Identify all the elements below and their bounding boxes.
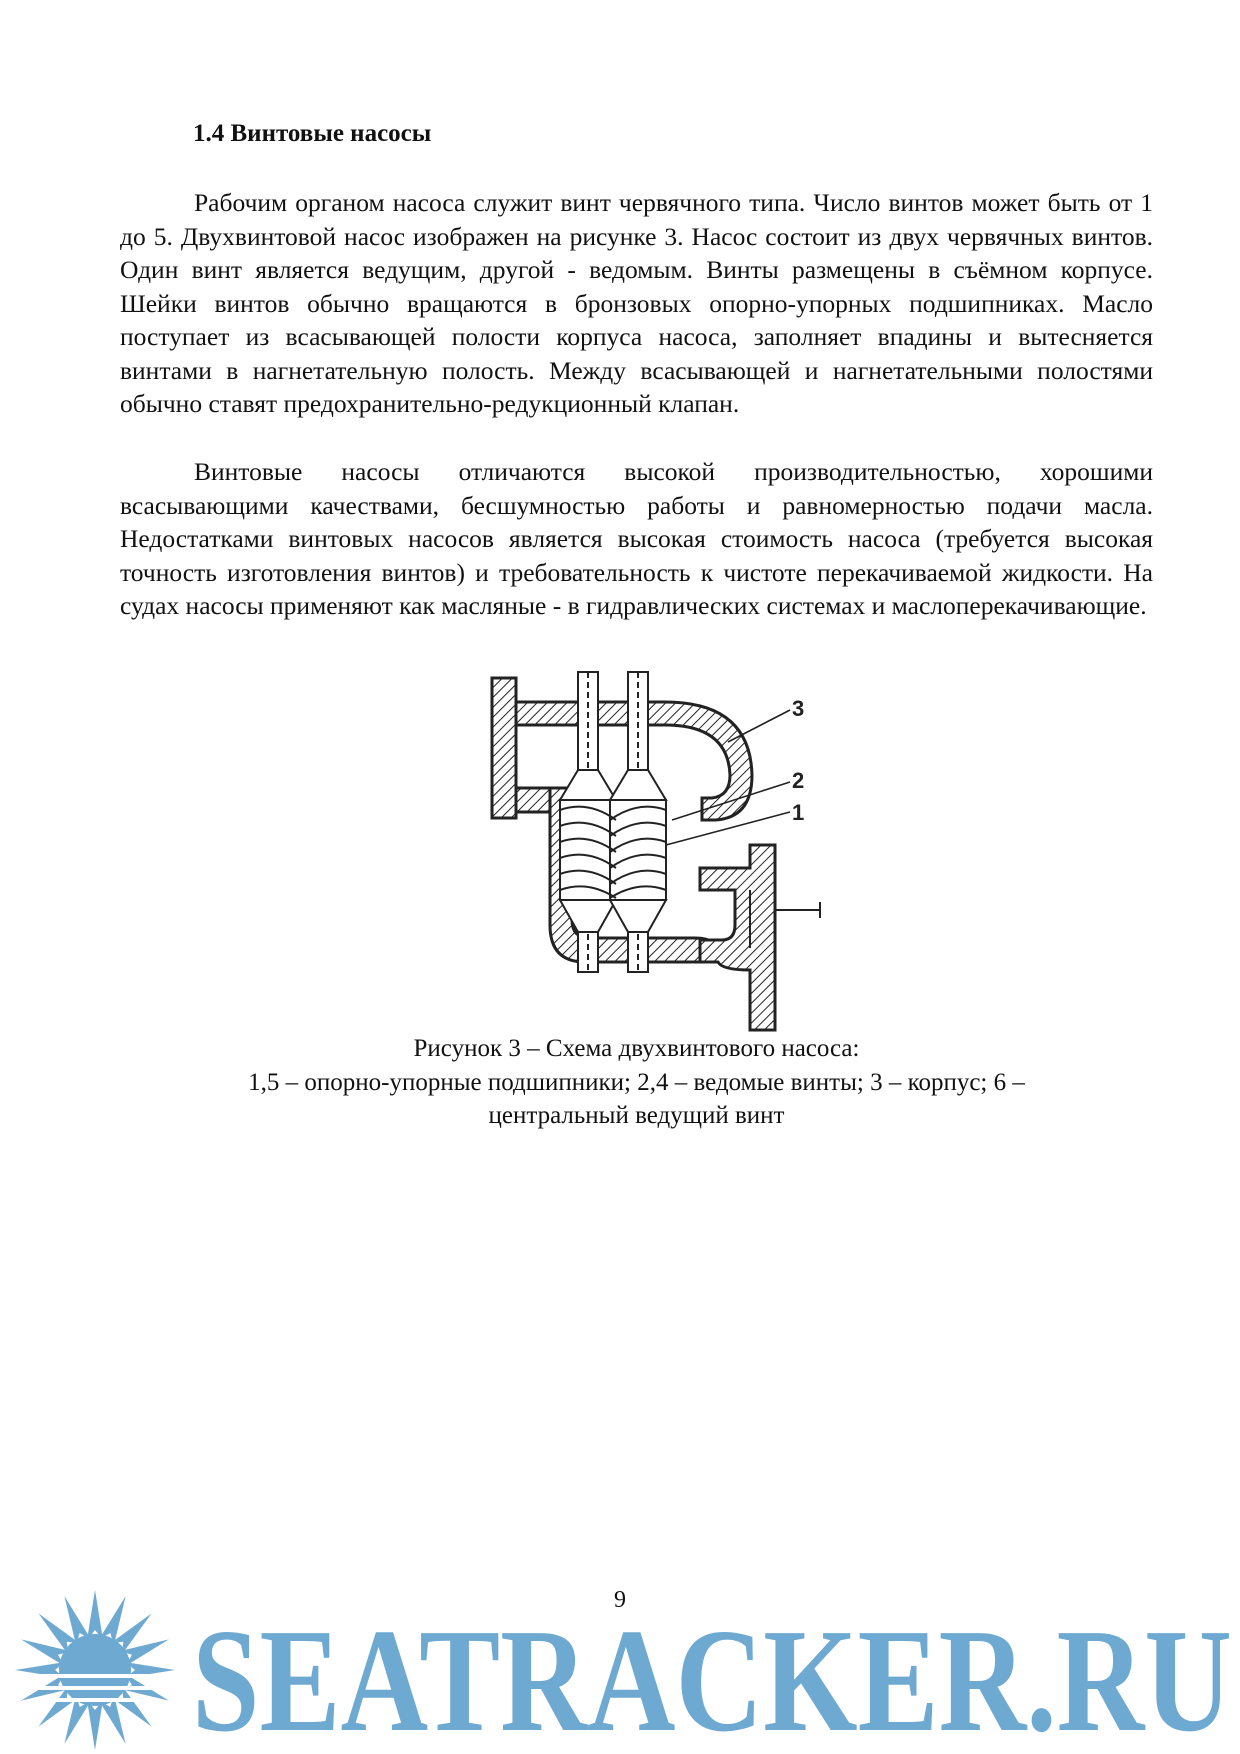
figure-caption-title: Рисунок 3 – Схема двухвинтового насоса:: [413, 1035, 860, 1062]
label-2: 2: [792, 768, 805, 793]
sun-logo-icon: [15, 1590, 175, 1750]
page-number: 9: [614, 1587, 626, 1613]
label-1: 1: [792, 800, 805, 825]
section-heading: 1.4 Винтовые насосы: [193, 120, 432, 147]
screw-rotors: [560, 800, 666, 900]
paragraph-advantages: Винтовые насосы отличаются высокой производительностью, хорошими всасывающими качествами, бесшумностью работы и равномерностью подачи масла. Недостатками винтовых насосов является высокая стоимость насоса (требуется высокая точность изготовления винтов) и требовательность к чистоте перекачиваемой жидкости. На судах насосы применяют как масляные - в гидравлических системах и маслоперекачивающие.: [120, 457, 1153, 620]
watermark-text: SEATRACKER.RU: [192, 1599, 1232, 1754]
figure-caption-line2: центральный ведущий винт: [488, 1102, 785, 1129]
label-3: 3: [792, 696, 805, 721]
paragraph-intro: Рабочим органом насоса служит винт червячного типа. Число винтов может быть от 1 до 5. Двухвинтовой насос изображен на рисунке 3. Насос состоит из двух червячных винтов. Один винт является ведущим, другой - ведомым. Винты размещены в съёмном корпусе. Шейки винтов обычно вращаются в бронзовых опорно-упорных подшипниках. Масло поступает из всасывающей полости корпуса насоса, заполняет впадины и вытесняется винтами в нагнетательную полость. Между всасывающей и нагнетательными полостями обычно ставят предохранительно-редукционный клапан.: [120, 188, 1153, 418]
twin-screw-pump-diagram: [490, 670, 855, 1038]
figure-caption-line1: 1,5 – опорно-упорные подшипники; 2,4 – ведомые винты; 3 – корпус; 6 –: [248, 1069, 1025, 1096]
